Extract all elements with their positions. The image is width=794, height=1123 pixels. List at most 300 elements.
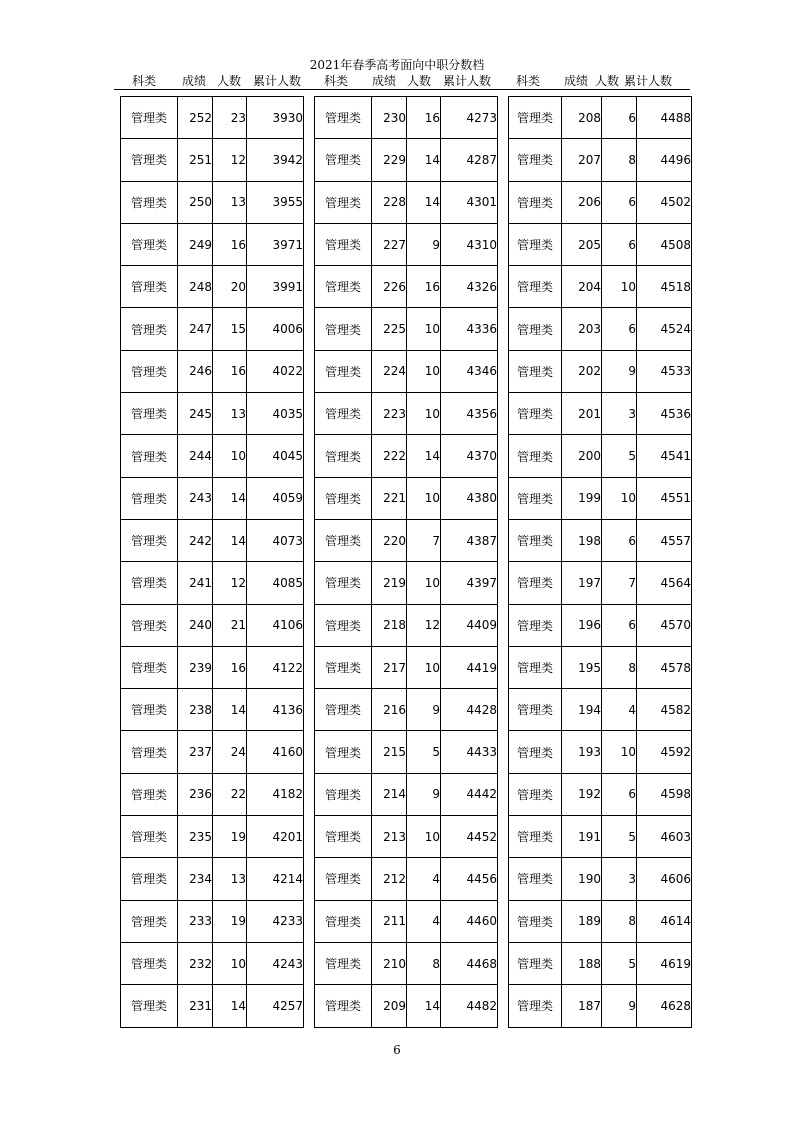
table-row bbox=[121, 900, 304, 942]
count-cell: 6 bbox=[602, 308, 637, 350]
table-row bbox=[509, 731, 692, 773]
cumulative-cell: 4628 bbox=[637, 985, 692, 1027]
table-row bbox=[121, 350, 304, 392]
score-cell: 222 bbox=[372, 435, 407, 477]
score-cell: 224 bbox=[372, 350, 407, 392]
score-cell: 207 bbox=[562, 139, 602, 181]
cumulative-cell: 4301 bbox=[441, 181, 498, 223]
cumulative-cell: 4122 bbox=[247, 646, 304, 688]
header-count: 人数 bbox=[217, 74, 242, 88]
score-cell: 192 bbox=[562, 773, 602, 815]
score-cell: 228 bbox=[372, 181, 407, 223]
count-cell: 14 bbox=[213, 519, 247, 561]
table-row bbox=[315, 181, 498, 223]
table-row bbox=[121, 519, 304, 561]
count-cell: 16 bbox=[407, 97, 441, 139]
table-row bbox=[121, 646, 304, 688]
count-cell: 14 bbox=[213, 689, 247, 731]
cumulative-cell: 4409 bbox=[441, 604, 498, 646]
cumulative-cell: 4380 bbox=[441, 477, 498, 519]
count-cell: 5 bbox=[602, 816, 637, 858]
cumulative-cell: 4085 bbox=[247, 562, 304, 604]
category-cell: 管理类 bbox=[509, 181, 562, 223]
category-cell: 管理类 bbox=[509, 266, 562, 308]
table-row bbox=[509, 223, 692, 265]
score-table-1 bbox=[120, 96, 304, 1028]
table-row bbox=[509, 816, 692, 858]
table-row bbox=[315, 393, 498, 435]
count-cell: 14 bbox=[213, 985, 247, 1027]
count-cell: 9 bbox=[407, 773, 441, 815]
score-cell: 237 bbox=[178, 731, 213, 773]
count-cell: 8 bbox=[602, 646, 637, 688]
count-cell: 12 bbox=[213, 139, 247, 181]
cumulative-cell: 4582 bbox=[637, 689, 692, 731]
table-row bbox=[509, 985, 692, 1027]
score-cell: 244 bbox=[178, 435, 213, 477]
count-cell: 14 bbox=[407, 985, 441, 1027]
count-cell: 16 bbox=[407, 266, 441, 308]
count-cell: 23 bbox=[213, 97, 247, 139]
score-cell: 191 bbox=[562, 816, 602, 858]
score-cell: 233 bbox=[178, 900, 213, 942]
header-score: 成绩 bbox=[372, 74, 397, 88]
cumulative-cell: 4136 bbox=[247, 689, 304, 731]
count-cell: 5 bbox=[602, 942, 637, 984]
cumulative-cell: 4356 bbox=[441, 393, 498, 435]
count-cell: 10 bbox=[407, 350, 441, 392]
category-cell: 管理类 bbox=[315, 519, 372, 561]
table-row bbox=[509, 604, 692, 646]
category-cell: 管理类 bbox=[315, 139, 372, 181]
table-row bbox=[121, 139, 304, 181]
category-cell: 管理类 bbox=[315, 689, 372, 731]
cumulative-cell: 4564 bbox=[637, 562, 692, 604]
cumulative-cell: 4482 bbox=[441, 985, 498, 1027]
count-cell: 8 bbox=[602, 139, 637, 181]
category-cell: 管理类 bbox=[121, 393, 178, 435]
count-cell: 19 bbox=[213, 816, 247, 858]
header-cumulative: 累计人数 bbox=[624, 74, 673, 88]
category-cell: 管理类 bbox=[509, 773, 562, 815]
score-cell: 199 bbox=[562, 477, 602, 519]
cumulative-cell: 4006 bbox=[247, 308, 304, 350]
table-row bbox=[315, 604, 498, 646]
cumulative-cell: 4346 bbox=[441, 350, 498, 392]
score-cell: 205 bbox=[562, 223, 602, 265]
cumulative-cell: 4557 bbox=[637, 519, 692, 561]
count-cell: 10 bbox=[602, 477, 637, 519]
score-cell: 239 bbox=[178, 646, 213, 688]
count-cell: 9 bbox=[602, 350, 637, 392]
count-cell: 13 bbox=[213, 181, 247, 223]
score-cell: 231 bbox=[178, 985, 213, 1027]
count-cell: 12 bbox=[213, 562, 247, 604]
table-row bbox=[315, 858, 498, 900]
table-row bbox=[509, 393, 692, 435]
count-cell: 9 bbox=[407, 689, 441, 731]
category-cell: 管理类 bbox=[509, 308, 562, 350]
category-cell: 管理类 bbox=[121, 139, 178, 181]
table-row bbox=[509, 477, 692, 519]
cumulative-cell: 4533 bbox=[637, 350, 692, 392]
category-cell: 管理类 bbox=[121, 900, 178, 942]
category-cell: 管理类 bbox=[121, 435, 178, 477]
cumulative-cell: 4233 bbox=[247, 900, 304, 942]
count-cell: 19 bbox=[213, 900, 247, 942]
score-cell: 195 bbox=[562, 646, 602, 688]
table-row bbox=[509, 689, 692, 731]
score-cell: 212 bbox=[372, 858, 407, 900]
score-cell: 229 bbox=[372, 139, 407, 181]
table-row bbox=[315, 308, 498, 350]
category-cell: 管理类 bbox=[509, 858, 562, 900]
category-cell: 管理类 bbox=[121, 604, 178, 646]
cumulative-cell: 3971 bbox=[247, 223, 304, 265]
score-cell: 226 bbox=[372, 266, 407, 308]
table-row bbox=[315, 435, 498, 477]
cumulative-cell: 4603 bbox=[637, 816, 692, 858]
table-row bbox=[121, 773, 304, 815]
category-cell: 管理类 bbox=[315, 731, 372, 773]
category-cell: 管理类 bbox=[315, 477, 372, 519]
cumulative-cell: 4182 bbox=[247, 773, 304, 815]
cumulative-cell: 4508 bbox=[637, 223, 692, 265]
score-cell: 213 bbox=[372, 816, 407, 858]
category-cell: 管理类 bbox=[121, 350, 178, 392]
cumulative-cell: 4243 bbox=[247, 942, 304, 984]
score-cell: 250 bbox=[178, 181, 213, 223]
category-cell: 管理类 bbox=[121, 308, 178, 350]
category-cell: 管理类 bbox=[315, 308, 372, 350]
category-cell: 管理类 bbox=[121, 223, 178, 265]
cumulative-cell: 4214 bbox=[247, 858, 304, 900]
score-cell: 210 bbox=[372, 942, 407, 984]
category-cell: 管理类 bbox=[121, 731, 178, 773]
score-cell: 204 bbox=[562, 266, 602, 308]
category-cell: 管理类 bbox=[509, 223, 562, 265]
table-row bbox=[509, 181, 692, 223]
score-cell: 214 bbox=[372, 773, 407, 815]
category-cell: 管理类 bbox=[121, 266, 178, 308]
count-cell: 6 bbox=[602, 181, 637, 223]
cumulative-cell: 4433 bbox=[441, 731, 498, 773]
category-cell: 管理类 bbox=[315, 181, 372, 223]
count-cell: 10 bbox=[213, 942, 247, 984]
count-cell: 6 bbox=[602, 97, 637, 139]
table-row bbox=[315, 562, 498, 604]
header-count: 人数 bbox=[595, 74, 620, 88]
cumulative-cell: 4619 bbox=[637, 942, 692, 984]
category-cell: 管理类 bbox=[121, 985, 178, 1027]
cumulative-cell: 3991 bbox=[247, 266, 304, 308]
table-row bbox=[121, 393, 304, 435]
cumulative-cell: 4502 bbox=[637, 181, 692, 223]
category-cell: 管理类 bbox=[509, 350, 562, 392]
header-category: 科类 bbox=[324, 74, 349, 88]
score-cell: 251 bbox=[178, 139, 213, 181]
cumulative-cell: 4468 bbox=[441, 942, 498, 984]
score-table-3 bbox=[508, 96, 692, 1028]
cumulative-cell: 4551 bbox=[637, 477, 692, 519]
count-cell: 15 bbox=[213, 308, 247, 350]
count-cell: 6 bbox=[602, 604, 637, 646]
score-cell: 236 bbox=[178, 773, 213, 815]
category-cell: 管理类 bbox=[315, 604, 372, 646]
category-cell: 管理类 bbox=[509, 97, 562, 139]
score-cell: 240 bbox=[178, 604, 213, 646]
table-row bbox=[121, 477, 304, 519]
category-cell: 管理类 bbox=[509, 519, 562, 561]
category-cell: 管理类 bbox=[509, 731, 562, 773]
count-cell: 10 bbox=[213, 435, 247, 477]
category-cell: 管理类 bbox=[121, 858, 178, 900]
count-cell: 14 bbox=[407, 139, 441, 181]
score-cell: 246 bbox=[178, 350, 213, 392]
category-cell: 管理类 bbox=[509, 900, 562, 942]
cumulative-cell: 4442 bbox=[441, 773, 498, 815]
cumulative-cell: 4606 bbox=[637, 858, 692, 900]
score-cell: 187 bbox=[562, 985, 602, 1027]
count-cell: 13 bbox=[213, 393, 247, 435]
score-cell: 202 bbox=[562, 350, 602, 392]
cumulative-cell: 3930 bbox=[247, 97, 304, 139]
cumulative-cell: 4460 bbox=[441, 900, 498, 942]
cumulative-cell: 4059 bbox=[247, 477, 304, 519]
cumulative-cell: 4257 bbox=[247, 985, 304, 1027]
count-cell: 21 bbox=[213, 604, 247, 646]
category-cell: 管理类 bbox=[509, 477, 562, 519]
count-cell: 4 bbox=[602, 689, 637, 731]
score-cell: 206 bbox=[562, 181, 602, 223]
category-cell: 管理类 bbox=[121, 477, 178, 519]
score-cell: 190 bbox=[562, 858, 602, 900]
page-number: 6 bbox=[393, 1043, 401, 1057]
table-row bbox=[509, 350, 692, 392]
cumulative-cell: 4160 bbox=[247, 731, 304, 773]
table-row bbox=[121, 985, 304, 1027]
score-cell: 243 bbox=[178, 477, 213, 519]
header-cumulative: 累计人数 bbox=[253, 74, 302, 88]
category-cell: 管理类 bbox=[315, 266, 372, 308]
score-cell: 238 bbox=[178, 689, 213, 731]
score-cell: 252 bbox=[178, 97, 213, 139]
score-cell: 245 bbox=[178, 393, 213, 435]
count-cell: 13 bbox=[213, 858, 247, 900]
count-cell: 14 bbox=[213, 477, 247, 519]
cumulative-cell: 4201 bbox=[247, 816, 304, 858]
score-cell: 234 bbox=[178, 858, 213, 900]
score-table-2 bbox=[314, 96, 498, 1028]
cumulative-cell: 4326 bbox=[441, 266, 498, 308]
category-cell: 管理类 bbox=[509, 562, 562, 604]
category-cell: 管理类 bbox=[509, 393, 562, 435]
category-cell: 管理类 bbox=[121, 773, 178, 815]
header-rule bbox=[114, 89, 690, 90]
header-cumulative: 累计人数 bbox=[443, 74, 492, 88]
table-row bbox=[509, 858, 692, 900]
cumulative-cell: 4518 bbox=[637, 266, 692, 308]
table-row bbox=[315, 223, 498, 265]
table-row bbox=[121, 308, 304, 350]
cumulative-cell: 3955 bbox=[247, 181, 304, 223]
category-cell: 管理类 bbox=[121, 646, 178, 688]
cumulative-cell: 4370 bbox=[441, 435, 498, 477]
table-row bbox=[509, 773, 692, 815]
score-cell: 189 bbox=[562, 900, 602, 942]
table-row bbox=[315, 97, 498, 139]
score-cell: 247 bbox=[178, 308, 213, 350]
score-cell: 215 bbox=[372, 731, 407, 773]
count-cell: 16 bbox=[213, 646, 247, 688]
category-cell: 管理类 bbox=[315, 393, 372, 435]
count-cell: 6 bbox=[602, 519, 637, 561]
count-cell: 5 bbox=[407, 731, 441, 773]
table-row bbox=[315, 942, 498, 984]
category-cell: 管理类 bbox=[509, 942, 562, 984]
table-row bbox=[509, 519, 692, 561]
category-cell: 管理类 bbox=[509, 646, 562, 688]
count-cell: 7 bbox=[407, 519, 441, 561]
count-cell: 6 bbox=[602, 773, 637, 815]
count-cell: 24 bbox=[213, 731, 247, 773]
count-cell: 16 bbox=[213, 350, 247, 392]
score-cell: 220 bbox=[372, 519, 407, 561]
header-category: 科类 bbox=[516, 74, 541, 88]
count-cell: 9 bbox=[602, 985, 637, 1027]
category-cell: 管理类 bbox=[315, 773, 372, 815]
category-cell: 管理类 bbox=[315, 350, 372, 392]
header-category: 科类 bbox=[132, 74, 157, 88]
table-row bbox=[509, 900, 692, 942]
cumulative-cell: 4598 bbox=[637, 773, 692, 815]
table-row bbox=[315, 139, 498, 181]
table-row bbox=[509, 266, 692, 308]
header-score: 成绩 bbox=[564, 74, 589, 88]
table-row bbox=[509, 562, 692, 604]
cumulative-cell: 4488 bbox=[637, 97, 692, 139]
count-cell: 3 bbox=[602, 393, 637, 435]
category-cell: 管理类 bbox=[121, 519, 178, 561]
header-score: 成绩 bbox=[182, 74, 207, 88]
cumulative-cell: 4578 bbox=[637, 646, 692, 688]
score-cell: 188 bbox=[562, 942, 602, 984]
score-cell: 216 bbox=[372, 689, 407, 731]
score-cell: 221 bbox=[372, 477, 407, 519]
category-cell: 管理类 bbox=[315, 562, 372, 604]
count-cell: 10 bbox=[407, 646, 441, 688]
document-title: 2021年春季高考面向中职分数档 bbox=[309, 58, 485, 72]
category-cell: 管理类 bbox=[315, 816, 372, 858]
count-cell: 9 bbox=[407, 223, 441, 265]
score-cell: 217 bbox=[372, 646, 407, 688]
table-row bbox=[509, 139, 692, 181]
count-cell: 4 bbox=[407, 858, 441, 900]
table-row bbox=[509, 308, 692, 350]
category-cell: 管理类 bbox=[121, 942, 178, 984]
category-cell: 管理类 bbox=[509, 985, 562, 1027]
cumulative-cell: 4496 bbox=[637, 139, 692, 181]
score-cell: 201 bbox=[562, 393, 602, 435]
table-row bbox=[121, 689, 304, 731]
table-row bbox=[121, 266, 304, 308]
table-row bbox=[121, 181, 304, 223]
cumulative-cell: 4456 bbox=[441, 858, 498, 900]
header-group-2 bbox=[314, 72, 504, 88]
count-cell: 6 bbox=[602, 223, 637, 265]
table-row bbox=[315, 985, 498, 1027]
cumulative-cell: 3942 bbox=[247, 139, 304, 181]
count-cell: 5 bbox=[602, 435, 637, 477]
count-cell: 7 bbox=[602, 562, 637, 604]
cumulative-cell: 4541 bbox=[637, 435, 692, 477]
score-cell: 208 bbox=[562, 97, 602, 139]
category-cell: 管理类 bbox=[509, 689, 562, 731]
category-cell: 管理类 bbox=[315, 858, 372, 900]
header-group-3 bbox=[508, 72, 698, 88]
cumulative-cell: 4428 bbox=[441, 689, 498, 731]
table-row bbox=[121, 816, 304, 858]
count-cell: 10 bbox=[407, 562, 441, 604]
score-cell: 203 bbox=[562, 308, 602, 350]
cumulative-cell: 4419 bbox=[441, 646, 498, 688]
table-row bbox=[121, 562, 304, 604]
score-cell: 196 bbox=[562, 604, 602, 646]
table-row bbox=[509, 97, 692, 139]
score-cell: 209 bbox=[372, 985, 407, 1027]
cumulative-cell: 4397 bbox=[441, 562, 498, 604]
header-group-1 bbox=[120, 72, 310, 88]
score-cell: 223 bbox=[372, 393, 407, 435]
score-cell: 218 bbox=[372, 604, 407, 646]
score-cell: 235 bbox=[178, 816, 213, 858]
cumulative-cell: 4570 bbox=[637, 604, 692, 646]
header-count: 人数 bbox=[407, 74, 432, 88]
table-row bbox=[315, 477, 498, 519]
table-row bbox=[121, 435, 304, 477]
cumulative-cell: 4592 bbox=[637, 731, 692, 773]
category-cell: 管理类 bbox=[315, 223, 372, 265]
cumulative-cell: 4073 bbox=[247, 519, 304, 561]
count-cell: 12 bbox=[407, 604, 441, 646]
table-row bbox=[315, 689, 498, 731]
table-row bbox=[315, 900, 498, 942]
table-row bbox=[315, 266, 498, 308]
cumulative-cell: 4022 bbox=[247, 350, 304, 392]
category-cell: 管理类 bbox=[315, 942, 372, 984]
count-cell: 10 bbox=[407, 477, 441, 519]
count-cell: 10 bbox=[602, 731, 637, 773]
table-row bbox=[509, 942, 692, 984]
category-cell: 管理类 bbox=[121, 816, 178, 858]
cumulative-cell: 4035 bbox=[247, 393, 304, 435]
count-cell: 8 bbox=[602, 900, 637, 942]
score-cell: 249 bbox=[178, 223, 213, 265]
score-cell: 230 bbox=[372, 97, 407, 139]
category-cell: 管理类 bbox=[509, 435, 562, 477]
count-cell: 8 bbox=[407, 942, 441, 984]
cumulative-cell: 4536 bbox=[637, 393, 692, 435]
count-cell: 10 bbox=[407, 308, 441, 350]
table-row bbox=[315, 773, 498, 815]
category-cell: 管理类 bbox=[315, 900, 372, 942]
category-cell: 管理类 bbox=[315, 646, 372, 688]
score-cell: 248 bbox=[178, 266, 213, 308]
category-cell: 管理类 bbox=[121, 97, 178, 139]
table-row bbox=[315, 646, 498, 688]
cumulative-cell: 4336 bbox=[441, 308, 498, 350]
table-row bbox=[121, 731, 304, 773]
